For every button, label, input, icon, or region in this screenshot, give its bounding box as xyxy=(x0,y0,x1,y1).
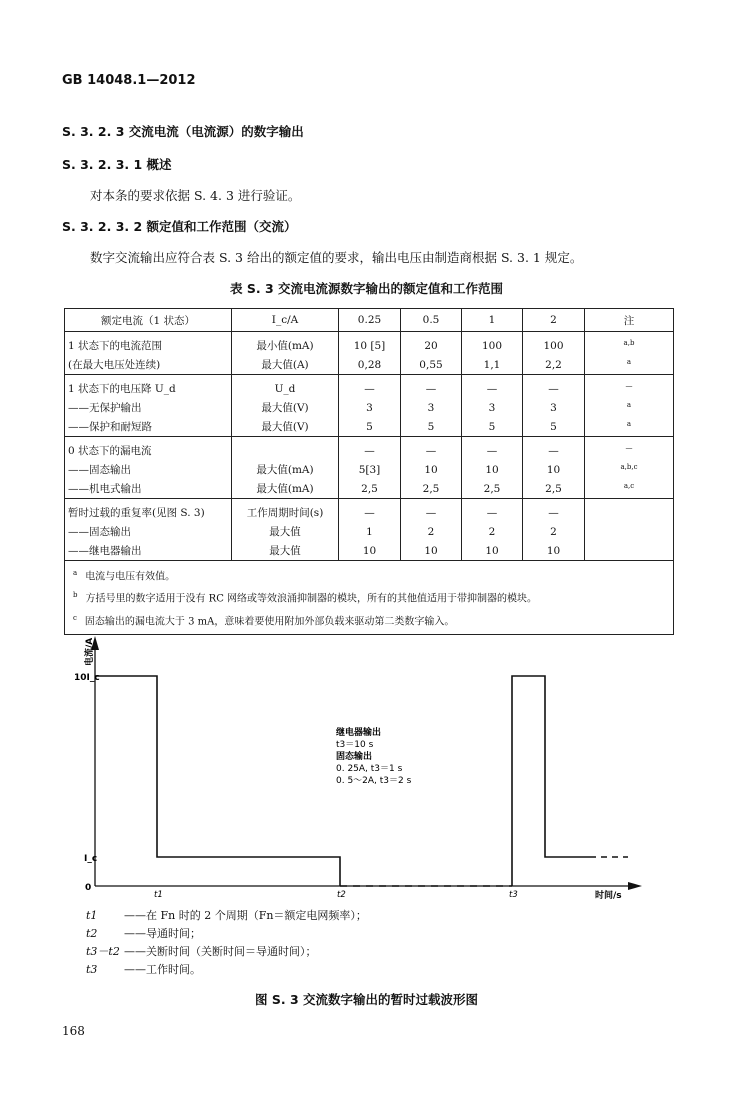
note-marker: — xyxy=(625,443,633,452)
table-cell-value: 2,5 xyxy=(401,479,462,499)
table-cell-value: 3 xyxy=(339,398,401,417)
table-cell-unit: 最大值(mA) xyxy=(232,460,339,479)
table-cell-value: 2,5 xyxy=(523,479,585,499)
table-row xyxy=(65,375,674,399)
table-cell-parameter: ——固态输出 xyxy=(65,460,232,479)
table-cell-parameter: ——继电器输出 xyxy=(65,541,232,561)
table-header-row xyxy=(65,309,674,332)
figure-caption: 图 S. 3 交流数字输出的暂时过载波形图 xyxy=(254,992,478,1007)
note-marker: a xyxy=(626,357,632,366)
table-cell-value: 3 xyxy=(462,398,523,417)
overload-waveform-figure xyxy=(60,615,680,908)
x-axis-arrow-icon xyxy=(628,882,642,890)
table-cell-unit: 最小值(mA) xyxy=(232,332,339,356)
table-cell-value: — xyxy=(401,437,462,461)
table-cell-value: 1 xyxy=(339,522,401,541)
annotation-relay-output: 继电器输出 xyxy=(336,728,382,738)
table-cell-value: 2,5 xyxy=(339,479,401,499)
table-cell-unit: 最大值(A) xyxy=(232,355,339,375)
footnote-marker: a xyxy=(73,569,78,577)
note-marker: — xyxy=(625,381,633,390)
table-row xyxy=(65,499,674,523)
table-cell-unit: 最大值 xyxy=(232,522,339,541)
annotation-solid-state-output: 固态输出 xyxy=(336,752,373,762)
table-cell-value: — xyxy=(523,375,585,399)
table-cell-value: 2,2 xyxy=(523,355,585,375)
table-cell-value: — xyxy=(523,499,585,523)
table-cell-unit: 最大值(V) xyxy=(232,398,339,417)
table-cell-value: 5[3] xyxy=(339,460,401,479)
origin-label: 0 xyxy=(85,883,92,893)
table-cell-unit: 工作周期时间(s) xyxy=(232,499,339,523)
table-cell-value: — xyxy=(339,437,401,461)
footnote-text: 方括号里的数字适用于没有 RC 网络或等效浪涌抑制器的模块，所有的其他值适用于带抑制器的模块。 xyxy=(85,593,538,605)
table-header-cell: 2 xyxy=(523,309,585,332)
table-cell-parameter: 0 状态下的漏电流 xyxy=(65,437,232,461)
table-cell-parameter: 暂时过载的重复率(见图 S. 3) xyxy=(65,499,232,523)
paragraph-verification: 对本条的要求依据 S. 4. 3 进行验证。 xyxy=(90,188,301,203)
table-cell-value: 10 xyxy=(462,541,523,561)
table-cell-value: — xyxy=(339,375,401,399)
table-cell-value: 10 xyxy=(523,460,585,479)
table-cell-parameter: (在最大电压处连续) xyxy=(65,355,232,375)
table-cell-note xyxy=(585,479,674,499)
standard-header: GB 14048.1—2012 xyxy=(62,73,196,88)
section-heading-s3-2-3-2: S. 3. 2. 3. 2 额定值和工作范围（交流） xyxy=(62,219,297,234)
t1-label: t1 xyxy=(154,890,163,900)
table-row xyxy=(65,522,674,541)
table-header-cell: 注 xyxy=(585,309,674,332)
table-footnote xyxy=(73,586,665,608)
table-cell-unit xyxy=(232,437,339,461)
table-cell-value: 10 xyxy=(401,460,462,479)
table-cell-note xyxy=(585,398,674,417)
y-tick-ic: I_c xyxy=(84,854,98,864)
annotation-solid-state-025a: 0. 25A, t3＝1 s xyxy=(336,764,403,774)
paragraph-requirements: 数字交流输出应符合表 S. 3 给出的额定值的要求，输出电压由制造商根据 S. 3. 1 规定。 xyxy=(90,250,583,265)
page-number: 168 xyxy=(62,1024,85,1038)
annotation-relay-t3: t3＝10 s xyxy=(336,740,374,750)
table-header-cell: 0.5 xyxy=(401,309,462,332)
legend-item-t3: t3 ——工作时间。 xyxy=(86,963,201,976)
y-axis-label: 电流/A xyxy=(85,637,95,666)
table-cell-value: 2 xyxy=(523,522,585,541)
table-row xyxy=(65,460,674,479)
footnote-marker: b xyxy=(73,591,78,600)
table-row xyxy=(65,417,674,437)
legend-item-t1: t1 ——在 Fn 时的 2 个周期（Fn＝额定电网频率）； xyxy=(86,909,367,922)
note-marker: a,b,c xyxy=(620,462,638,471)
table-caption: 表 S. 3 交流电流源数字输出的额定值和工作范围 xyxy=(229,281,503,296)
table-cell-value: 10 xyxy=(523,541,585,561)
t2-label: t2 xyxy=(337,890,346,900)
table-cell-value: 100 xyxy=(462,332,523,356)
waveform-second-pulse xyxy=(512,676,590,886)
table-row xyxy=(65,332,674,356)
table-cell-value: 5 xyxy=(462,417,523,437)
table-cell-note xyxy=(585,355,674,375)
table-header-cell: I_c/A xyxy=(232,309,339,332)
table-cell-parameter: ——保护和耐短路 xyxy=(65,417,232,437)
table-row xyxy=(65,479,674,499)
table-header-cell: 0.25 xyxy=(339,309,401,332)
table-cell-parameter: 1 状态下的电压降 U_d xyxy=(65,375,232,399)
table-cell-value: 20 xyxy=(401,332,462,356)
table-row xyxy=(65,437,674,461)
legend-item-t3-t2: t3－t2 ——关断时间（关断时间＝导通时间）； xyxy=(86,945,317,958)
table-cell-unit: 最大值(V) xyxy=(232,417,339,437)
table-cell-value: 2 xyxy=(462,522,523,541)
table-cell-note xyxy=(585,541,674,561)
table-cell-value: 0,55 xyxy=(401,355,462,375)
table-cell-value: — xyxy=(462,499,523,523)
table-cell-note xyxy=(585,332,674,356)
table-cell-parameter: ——机电式输出 xyxy=(65,479,232,499)
table-cell-value: 1,1 xyxy=(462,355,523,375)
table-cell-note xyxy=(585,437,674,461)
table-cell-value: 5 xyxy=(401,417,462,437)
x-axis-label: 时间/s xyxy=(595,891,622,901)
table-cell-unit: 最大值(mA) xyxy=(232,479,339,499)
table-row xyxy=(65,355,674,375)
table-header-cell: 额定电流（1 状态） xyxy=(65,309,232,332)
table-cell-value: — xyxy=(462,375,523,399)
footnote-marker: c xyxy=(73,613,77,622)
table-cell-value: 3 xyxy=(401,398,462,417)
note-marker: a,c xyxy=(623,481,635,490)
table-cell-value: — xyxy=(401,375,462,399)
table-cell-value: 3 xyxy=(523,398,585,417)
footnote-text: 电流与电压有效值。 xyxy=(85,571,176,583)
section-heading-s3-2-3-1: S. 3. 2. 3. 1 概述 xyxy=(62,157,172,172)
table-cell-parameter: 1 状态下的电流范围 xyxy=(65,332,232,356)
table-cell-value: 5 xyxy=(339,417,401,437)
table-cell-note xyxy=(585,522,674,541)
table-cell-value: — xyxy=(401,499,462,523)
footnote-text: 固态输出的漏电流大于 3 mA，意味着要使用附加外部负载来驱动第二类数字输入。 xyxy=(84,615,455,627)
table-cell-value: 5 xyxy=(523,417,585,437)
table-cell-value: 10 xyxy=(339,541,401,561)
t3-label: t3 xyxy=(509,890,518,900)
table-footnote xyxy=(73,564,665,586)
table-cell-value: — xyxy=(523,437,585,461)
table-cell-note xyxy=(585,499,674,523)
table-cell-value: 2 xyxy=(401,522,462,541)
table-cell-value: — xyxy=(339,499,401,523)
table-cell-value: 10 xyxy=(462,460,523,479)
table-row xyxy=(65,541,674,561)
section-heading-s3-2-3: S. 3. 2. 3 交流电流（电流源）的数字输出 xyxy=(62,124,304,139)
annotation-solid-state-05-2a: 0. 5～2A, t3＝2 s xyxy=(336,776,412,786)
table-cell-parameter: ——固态输出 xyxy=(65,522,232,541)
table-cell-unit: U_d xyxy=(232,375,339,399)
ratings-table xyxy=(64,308,674,635)
note-marker: a,b xyxy=(623,338,635,347)
waveform-first-pulse xyxy=(95,676,340,886)
table-cell-parameter: ——无保护输出 xyxy=(65,398,232,417)
table-cell-value: 0,28 xyxy=(339,355,401,375)
legend-item-t2: t2 ——导通时间； xyxy=(86,927,201,940)
table-cell-value: — xyxy=(462,437,523,461)
table-cell-value: 10 xyxy=(401,541,462,561)
table-cell-note xyxy=(585,417,674,437)
table-cell-note xyxy=(585,375,674,399)
table-cell-note xyxy=(585,460,674,479)
note-marker: a xyxy=(626,419,632,428)
table-cell-value: 100 xyxy=(523,332,585,356)
table-row xyxy=(65,398,674,417)
note-marker: a xyxy=(626,400,632,409)
table-cell-value: 10 [5] xyxy=(339,332,401,356)
table-header-cell: 1 xyxy=(462,309,523,332)
y-tick-10ic: 10I_c xyxy=(74,673,100,683)
table-cell-unit: 最大值 xyxy=(232,541,339,561)
table-cell-value: 2,5 xyxy=(462,479,523,499)
